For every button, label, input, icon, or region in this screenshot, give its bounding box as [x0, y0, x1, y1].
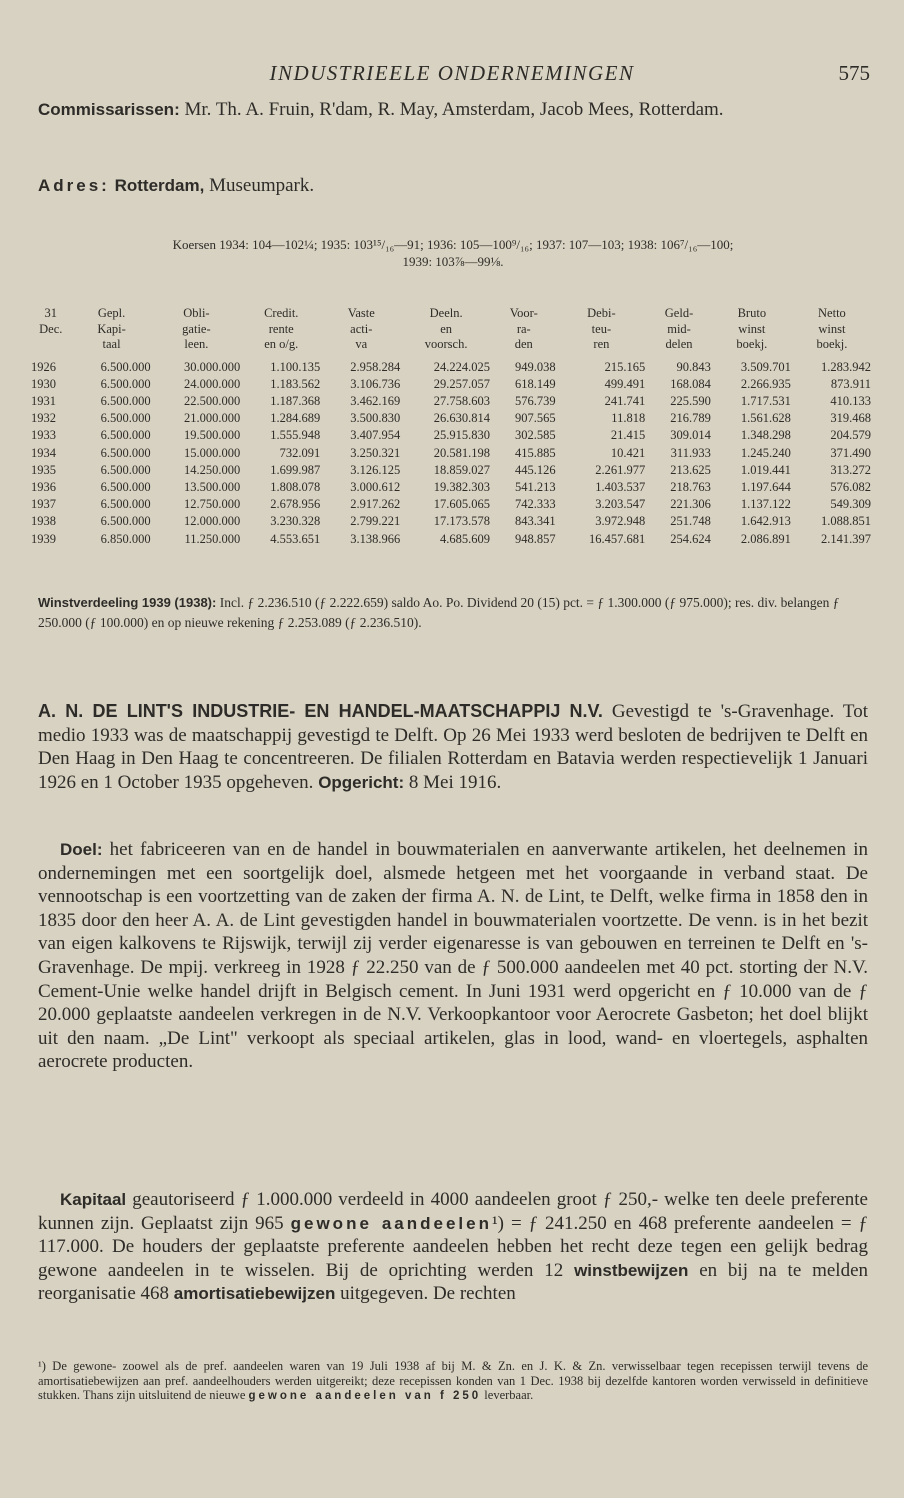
table-header-line: Geld-	[664, 306, 694, 320]
table-year-cell: 1939	[31, 531, 56, 546]
table-row	[30, 479, 872, 496]
table-cell: 24.000.000	[183, 376, 241, 391]
table-cell: 618.149	[514, 376, 556, 391]
table-header-line: leen.	[184, 337, 209, 351]
table-cell: 1.642.913	[740, 514, 791, 529]
table-year-cell: 1935	[31, 462, 56, 477]
table-header-line: Voor-	[509, 306, 538, 320]
table-cell: 6.500.000	[100, 393, 151, 408]
table-header-line: voorsch.	[424, 337, 468, 351]
table-header-line: acti-	[350, 321, 373, 336]
commissarissen-text: Mr. Th. A. Fruin, R'dam, R. May, Amsterdam, Jacob Mees, Rotterdam.	[184, 99, 724, 120]
table-header-line: Credit.	[264, 306, 299, 320]
table-cell: 1.187.368	[270, 393, 321, 408]
table-header-line: boekj.	[816, 337, 848, 351]
table-cell: 1.808.078	[270, 479, 321, 494]
adres-label: Adres:	[38, 176, 110, 195]
winstbewijzen: winstbewijzen	[574, 1260, 689, 1280]
table-cell: 1.283.942	[821, 359, 871, 374]
table-header-line: Bruto	[737, 306, 767, 320]
table-cell: 24.224.025	[433, 359, 490, 374]
table-cell: 1.403.537	[595, 479, 646, 494]
table-cell: 21.000.000	[183, 411, 241, 426]
table-header-cell	[152, 306, 242, 359]
table-header-line: taal	[102, 337, 121, 351]
table-cell: 6.500.000	[100, 411, 151, 426]
table-cell: 17.605.065	[433, 497, 490, 512]
table-header-cell	[557, 306, 647, 359]
table-year-cell: 1933	[31, 428, 56, 443]
table-year-cell: 1934	[31, 445, 56, 460]
table-year-cell: 1936	[31, 479, 56, 494]
table-header-row	[30, 306, 872, 359]
table-cell: 13.500.000	[183, 479, 241, 494]
table-cell: 1.245.240	[740, 445, 791, 460]
table-row	[30, 410, 872, 427]
table-cell: 21.415	[610, 428, 646, 443]
table-header-line: rente	[268, 321, 294, 336]
table-cell: 4.553.651	[270, 531, 321, 546]
table-cell: 22.500.000	[183, 393, 241, 408]
doel-text: het fabriceeren van en de handel in bouwmaterialen en aanverwante artikelen, het deelnemen in ondernemingen met een soortgelijk doel, alsmede hetgeen met het voorgaande in verband staat. De vennootschap is een voortzetting van de zaken der firma A. N. de Lint, te Delft, welke firma in 1858 den in 1835 door den heer A. A. de Lint gevestigden handel in bouwmaterialen voortzette. De venn. is in het bezit van eigen kalkovens te Rijswijk, terwijl zij verder eigenaresse is van gebouwen en terreinen te Delft en 's-Gravenhage. De mpij. verkreeg in 1928 ƒ 22.250 van de ƒ 500.000 aandeelen met 40 pct. storting der N.V. Cement-Unie welke handel drijft in Belgisch cement. In Juni 1931 werd opgericht en ƒ 10.000 van de ƒ 20.000 geplaatste aandeelen verkregen in de N.V. Verkoopkantoor voor Aerocrete Gasbeton; het doel blijkt uit den naam. „De Lint" verkoopt als speciaal artikelen, glas in lood, wand- en vloertegels, asphalten aerocrete producten.	[38, 839, 868, 1073]
table-row	[30, 531, 872, 548]
table-cell: 215.165	[604, 359, 646, 374]
table-year-cell: 1931	[31, 393, 56, 408]
table-cell: 309.014	[670, 428, 711, 443]
table-cell: 1.284.689	[270, 411, 321, 426]
footnote-text: ¹) De gewone- zoowel als de pref. aandeelen waren van 19 Juli 1938 af bij M. & Zn. en J. K. & Zn. verwisselbaar tegen recepissen terwijl tevens de amortisatiebewijzen aan pref. aandeelhouders werden uitgereikt; deze recepissen konden van 1 Dec. 1938 bij dezelfde kantoren worden verwisseld in definitieve stukken. Thans zijn uitsluitend de nieuwe	[38, 1359, 868, 1403]
table-header-line: Netto	[818, 306, 846, 320]
table-cell: 11.818	[611, 411, 646, 426]
table-header-cell	[491, 306, 557, 359]
table-cell: 2.799.221	[350, 514, 401, 529]
kapitaal-text-2: ¹) = ƒ 241.250 en 468 preferente aandeelen = ƒ 117.000. De houders der geplaatste preferente aandeelen hebben het recht deze tegen een gelijk bedrag gewone aandeelen in te wisselen. Bij de oprichting werden 12	[38, 1212, 869, 1281]
table-cell: 15.000.000	[183, 445, 241, 460]
table-cell: 2.266.935	[740, 376, 791, 391]
table-cell: 732.091	[279, 445, 321, 460]
table-row	[30, 427, 872, 444]
table-cell: 3.407.954	[350, 428, 401, 443]
table-cell: 241.741	[604, 393, 646, 408]
commissarissen-label: Commissarissen:	[38, 100, 180, 119]
table-row	[30, 462, 872, 479]
amortisatiebewijzen: amortisatiebewijzen	[173, 1284, 336, 1304]
table-cell: 25.915.830	[433, 428, 490, 443]
table-cell: 221.306	[670, 497, 711, 512]
financial-table	[30, 306, 872, 548]
table-cell: 11.250.000	[184, 531, 241, 546]
table-header-line: 31	[44, 306, 58, 320]
table-cell: 10.421	[610, 445, 646, 460]
running-header: INDUSTRIEELE ONDERNEMINGEN	[269, 61, 635, 85]
table-cell: 18.859.027	[433, 462, 490, 477]
kapitaal-text-1: geautoriseerd ƒ 1.000.000 verdeeld in 4000 aandeelen groot ƒ 250,- welke ten deele preferente kunnen zijn. Geplaatst zijn 965	[38, 1189, 868, 1234]
koersen-line-2: 1939: 103⅞—99⅛.	[402, 254, 504, 269]
table-cell: 6.500.000	[100, 376, 151, 391]
table-cell: 19.382.303	[433, 479, 490, 494]
table-cell: 445.126	[514, 462, 556, 477]
table-cell: 1.555.948	[270, 428, 321, 443]
footnote-end: leverbaar.	[484, 1388, 534, 1403]
table-cell: 319.468	[830, 411, 871, 426]
table-row	[30, 393, 872, 410]
table-year-cell: 1926	[31, 359, 56, 374]
table-cell: 2.958.284	[350, 359, 401, 374]
table-cell: 90.843	[676, 359, 711, 374]
table-cell: 17.173.578	[433, 514, 490, 529]
opgericht-label: Opgericht:	[318, 772, 405, 792]
table-header-line: Debi-	[587, 306, 616, 320]
table-cell: 3.138.966	[350, 531, 401, 546]
table-header-line: Obli-	[183, 306, 210, 320]
winstverdeeling-paragraph	[38, 593, 868, 633]
table-cell: 576.739	[514, 393, 556, 408]
table-cell: 843.341	[514, 514, 556, 529]
table-cell: 2.917.262	[350, 497, 401, 512]
table-cell: 415.885	[514, 445, 556, 460]
table-cell: 6.850.000	[100, 531, 151, 546]
table-cell: 2.678.956	[270, 497, 321, 512]
company-paragraph	[38, 700, 868, 794]
table-header-cell	[646, 306, 712, 359]
table-cell: 3.500.830	[350, 411, 401, 426]
table-header-line: Gepl.	[97, 306, 126, 320]
table-cell: 6.500.000	[100, 462, 151, 477]
table-cell: 2.141.397	[821, 531, 871, 546]
table-cell: 3.230.328	[270, 514, 321, 529]
table-cell: 12.000.000	[183, 514, 241, 529]
commissarissen-paragraph	[38, 98, 868, 122]
table-cell: 4.685.609	[439, 531, 490, 546]
table-cell: 302.585	[514, 428, 556, 443]
table-year-cell: 1937	[31, 497, 56, 512]
table-cell: 6.500.000	[100, 514, 151, 529]
table-cell: 3.972.948	[595, 514, 646, 529]
table-cell: 3.509.701	[740, 359, 791, 374]
table-cell: 1.183.562	[270, 376, 321, 391]
table-header-line: en	[440, 321, 453, 336]
table-cell: 1.717.531	[740, 393, 791, 408]
kapitaal-paragraph	[38, 1188, 868, 1306]
table-header-line: boekj.	[736, 337, 768, 351]
table-cell: 3.250.321	[350, 445, 401, 460]
table-cell: 1.197.644	[740, 479, 791, 494]
table-cell: 576.082	[830, 479, 871, 494]
table-cell: 549.309	[830, 497, 871, 512]
table-cell: 216.789	[670, 411, 711, 426]
table-cell: 541.213	[514, 479, 556, 494]
table-cell: 29.257.057	[433, 376, 490, 391]
kapitaal-label: Kapitaal	[60, 1190, 127, 1209]
table-row	[30, 513, 872, 530]
table-header-line: Dec.	[39, 321, 63, 336]
table-cell: 1.088.851	[821, 514, 871, 529]
table-header-line: Vaste	[347, 306, 375, 320]
table-header-line: winst	[738, 321, 766, 336]
table-year-cell: 1930	[31, 376, 56, 391]
table-cell: 6.500.000	[100, 497, 151, 512]
table-cell: 20.581.198	[433, 445, 490, 460]
table-cell: 6.500.000	[100, 445, 151, 460]
table-cell: 204.579	[830, 428, 871, 443]
table-header-line: ren	[593, 337, 610, 351]
table-cell: 742.333	[514, 497, 556, 512]
table-cell: 26.630.814	[433, 411, 490, 426]
koersen-line-1: Koersen 1934: 104—102¼; 1935: 103¹⁵/₁₆—91; 1936: 105—100⁹/₁₆; 1937: 107—103; 1938: 106⁷/₁₆—100;	[172, 237, 734, 252]
table-header-cell	[30, 306, 72, 359]
table-cell: 6.500.000	[100, 359, 151, 374]
table-cell: 254.624	[670, 531, 711, 546]
table-cell: 907.565	[514, 411, 556, 426]
table-cell: 948.857	[514, 531, 556, 546]
table-header-cell	[792, 306, 872, 359]
table-cell: 6.500.000	[100, 428, 151, 443]
table-cell: 313.272	[830, 462, 871, 477]
table-cell: 218.763	[670, 479, 711, 494]
table-cell: 168.084	[670, 376, 711, 391]
table-header-line: Deeln.	[429, 306, 463, 320]
table-cell: 3.462.169	[350, 393, 401, 408]
adres-street: Museumpark.	[209, 175, 315, 196]
table-header-line: ra-	[516, 321, 531, 336]
table-cell: 3.106.736	[350, 376, 401, 391]
table-cell: 1.699.987	[270, 462, 321, 477]
table-cell: 2.261.977	[595, 462, 646, 477]
doel-label: Doel:	[60, 840, 103, 859]
table-header-line: den	[514, 337, 533, 351]
table-header-line: winst	[818, 321, 846, 336]
table-header-cell	[241, 306, 321, 359]
koersen-paragraph	[38, 236, 868, 270]
table-cell: 499.491	[604, 376, 646, 391]
table-row	[30, 359, 872, 376]
table-body	[30, 359, 872, 548]
table-cell: 27.758.603	[433, 393, 490, 408]
table-cell: 1.348.298	[740, 428, 791, 443]
table-cell: 14.250.000	[183, 462, 241, 477]
table-cell: 12.750.000	[183, 497, 241, 512]
opgericht-value: 8 Mei 1916.	[408, 771, 502, 793]
table-cell: 213.625	[670, 462, 711, 477]
table-cell: 873.911	[830, 376, 871, 391]
footnote	[38, 1359, 868, 1404]
table-cell: 19.500.000	[183, 428, 241, 443]
winstverdeeling-text: Incl. ƒ 2.236.510 (ƒ 2.222.659) saldo Ao. Po. Dividend 20 (15) pct. = ƒ 1.300.000 (ƒ 975.000); res. div. belangen ƒ 250.000 (ƒ 100.000) en op nieuwe rekening ƒ 2.253.089 (ƒ 2.236.510).	[38, 595, 840, 630]
gewone-aandeelen: gewone aandeelen	[290, 1213, 492, 1233]
kapitaal-text-4: uitgegeven. De rechten	[340, 1283, 516, 1305]
table-header-cell	[712, 306, 792, 359]
company-name: A. N. DE LINT'S INDUSTRIE- EN HANDEL-MAATSCHAPPIJ N.V.	[38, 701, 603, 721]
table-year-cell: 1938	[31, 514, 56, 529]
table-cell: 410.133	[830, 393, 871, 408]
winstverdeeling-label: Winstverdeeling 1939 (1938):	[38, 595, 217, 610]
table-cell: 1.561.628	[740, 411, 791, 426]
doel-paragraph	[38, 838, 868, 1074]
table-header-line: Kapi-	[97, 321, 126, 336]
table-cell: 1.019.441	[740, 462, 791, 477]
table-cell: 30.000.000	[183, 359, 241, 374]
table-cell: 251.748	[670, 514, 711, 529]
table-header-line: va	[355, 337, 368, 351]
table-cell: 6.500.000	[100, 479, 151, 494]
table-header-line: gatie-	[182, 321, 211, 336]
table-cell: 3.126.125	[350, 462, 401, 477]
table-cell: 949.038	[514, 359, 556, 374]
table-cell: 371.490	[830, 445, 871, 460]
table-cell: 2.086.891	[740, 531, 791, 546]
company-intro: Gevestigd te 's-Gravenhage. Tot medio 1933 was de maatschappij gevestigd te Delft. Op 26 Mei 1933 werd besloten de bedrijven te Delft en Den Haag in Den Haag te concentreeren. De filialen Rotterdam en Batavia werden respectievelijk 1 Januari 1926 en 1 October 1935 opgeheven.	[38, 701, 868, 793]
table-row	[30, 496, 872, 513]
table-cell: 16.457.681	[588, 531, 646, 546]
table-header-line: en o/g.	[264, 337, 299, 351]
table-header-cell	[401, 306, 491, 359]
table-row	[30, 376, 872, 393]
table-year-cell: 1932	[31, 411, 56, 426]
footnote-spaced: gewone aandeelen van f 250	[248, 1390, 482, 1403]
table-header-cell	[72, 306, 152, 359]
table-row	[30, 445, 872, 462]
table-cell: 225.590	[670, 393, 711, 408]
table-cell: 3.000.612	[350, 479, 401, 494]
table-cell: 1.100.135	[270, 359, 321, 374]
table-cell: 311.933	[670, 445, 711, 460]
table-header-line: mid-	[667, 321, 691, 336]
adres-paragraph	[38, 174, 868, 198]
table-cell: 1.137.122	[740, 497, 791, 512]
kapitaal-text-3: en bij na te melden reorganisatie 468	[38, 1259, 869, 1305]
table-header-line: teu-	[591, 321, 612, 336]
adres-city: Rotterdam,	[114, 176, 205, 195]
table-header-cell	[321, 306, 401, 359]
table-header-line: delen	[665, 337, 693, 351]
page-number: 575	[838, 61, 870, 85]
table-cell: 3.203.547	[595, 497, 646, 512]
